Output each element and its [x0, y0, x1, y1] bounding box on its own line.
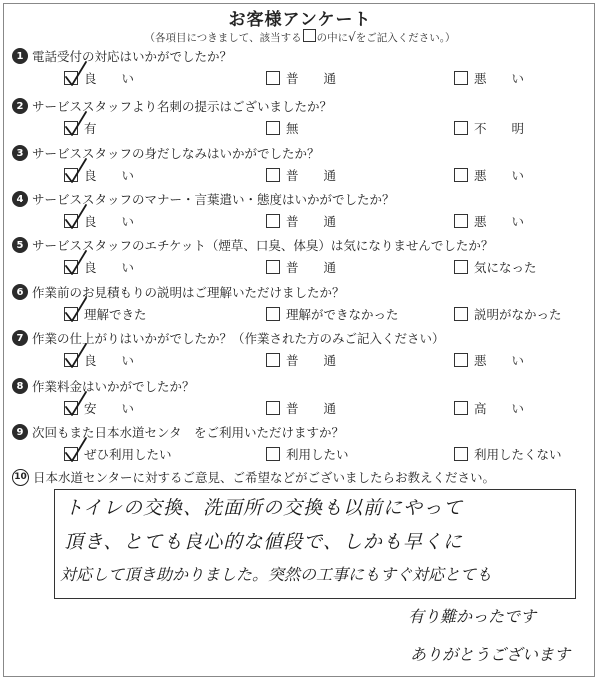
question-5	[12, 236, 592, 286]
question-number: 5	[12, 237, 28, 253]
option-1	[64, 119, 97, 137]
question-text: 作業の仕上がりはいかがでしたか？（作業された方のみご記入ください）	[32, 331, 445, 346]
option-label: 良 い	[84, 353, 135, 368]
checkbox[interactable]	[64, 214, 78, 228]
option-label: 普 通	[286, 353, 337, 368]
option-label: 理解できた	[84, 307, 147, 322]
option-label: 不 明	[474, 121, 525, 136]
checkbox[interactable]	[454, 121, 468, 135]
option-2	[266, 351, 336, 369]
option-label: 利用したい	[286, 447, 349, 462]
option-1	[64, 212, 134, 230]
question-text: サービススタッフのエチケット（煙草、口臭、体臭）は気になりませんでしたか？	[32, 238, 494, 253]
option-3	[454, 166, 524, 184]
checkmark-icon	[64, 204, 90, 230]
comment-line-2: 頂き、とても良心的な値段で、しかも早くに	[64, 531, 463, 553]
checkbox[interactable]	[454, 401, 468, 415]
question-6	[12, 283, 592, 333]
checkmark-icon	[64, 437, 90, 463]
question-6-header	[12, 283, 345, 301]
question-3	[12, 144, 592, 194]
checkbox[interactable]	[266, 214, 280, 228]
instruction-after: の中に	[316, 32, 349, 44]
question-text: 次回もまた日本水道センタ をご利用いただけますか？	[32, 425, 345, 440]
option-label: ぜひ利用したい	[84, 447, 172, 462]
option-1	[64, 399, 134, 417]
option-label: 普 通	[286, 401, 337, 416]
question-number: 7	[12, 330, 28, 346]
question-9	[12, 423, 592, 473]
checkbox[interactable]	[64, 447, 78, 461]
question-number: 8	[12, 378, 28, 394]
option-1	[64, 166, 134, 184]
option-label: 普 通	[286, 260, 337, 275]
checkbox-sample-icon	[303, 29, 316, 42]
option-label: 良 い	[84, 71, 135, 86]
comment-line-5: ありがとうございます	[410, 645, 571, 664]
comment-line-4: 有り難かったです	[408, 607, 537, 626]
option-3	[454, 258, 537, 276]
question-9-header	[12, 423, 344, 441]
question-2	[12, 97, 592, 147]
question-text: 電話受付の対応はいかがでしたか？	[32, 49, 233, 64]
option-label: 理解ができなかった	[286, 307, 399, 322]
checkbox[interactable]	[266, 121, 280, 135]
form-instruction	[0, 29, 600, 45]
option-label: 普 通	[286, 168, 337, 183]
question-10-header	[12, 468, 495, 486]
option-2	[266, 166, 336, 184]
checkbox[interactable]	[454, 214, 468, 228]
checkbox[interactable]	[454, 260, 468, 274]
question-number: 6	[12, 284, 28, 300]
option-label: 有	[84, 121, 97, 136]
checkbox[interactable]	[64, 71, 78, 85]
option-label: 説明がなかった	[474, 307, 562, 322]
checkbox[interactable]	[266, 401, 280, 415]
checkmark-icon	[64, 111, 90, 137]
checkbox[interactable]	[454, 71, 468, 85]
checkbox[interactable]	[454, 307, 468, 321]
question-number: 2	[12, 98, 28, 114]
question-text: サービススタッフの身だしなみはいかがでしたか？	[32, 146, 320, 161]
question-text: サービススタッフのマナー・言葉遣い・態度はいかがでしたか？	[32, 192, 395, 207]
option-label: 普 通	[286, 214, 337, 229]
checkbox[interactable]	[454, 353, 468, 367]
option-label: 悪 い	[474, 214, 525, 229]
option-2	[266, 399, 336, 417]
option-3	[454, 445, 562, 463]
checkbox[interactable]	[64, 307, 78, 321]
option-label: 良 い	[84, 168, 135, 183]
option-1	[64, 305, 147, 323]
question-8-header	[12, 377, 195, 395]
checkbox[interactable]	[454, 168, 468, 182]
option-label: 安 い	[84, 401, 135, 416]
option-3	[454, 212, 524, 230]
comment-line-1: トイレの交換、洗面所の交換も以前にやって	[64, 497, 464, 519]
checkbox[interactable]	[64, 121, 78, 135]
option-label: 普 通	[286, 71, 337, 86]
question-text: 日本水道センターに対するご意見、ご希望などがございましたらお教えください。	[33, 470, 496, 485]
checkmark-icon	[64, 61, 90, 87]
question-2-header	[12, 97, 332, 115]
question-number: 10	[12, 469, 29, 486]
checkbox[interactable]	[64, 168, 78, 182]
checkmark-icon	[64, 250, 90, 276]
option-3	[454, 305, 562, 323]
option-label: 気になった	[474, 260, 537, 275]
checkbox[interactable]	[266, 307, 280, 321]
checkbox[interactable]	[266, 260, 280, 274]
question-number: 3	[12, 145, 28, 161]
option-1	[64, 351, 134, 369]
question-1	[12, 47, 592, 97]
option-label: 利用したくない	[474, 447, 562, 462]
option-label: 良 い	[84, 214, 135, 229]
question-number: 9	[12, 424, 28, 440]
option-2	[266, 445, 349, 463]
comment-line-3: 対応して頂き助かりました。突然の工事にもすぐ対応とても	[60, 565, 493, 584]
option-label: 悪 い	[474, 71, 525, 86]
option-label: 無	[286, 121, 299, 136]
option-2	[266, 69, 336, 87]
question-7	[12, 329, 592, 379]
form-title: お客様アンケート	[228, 10, 372, 30]
option-3	[454, 399, 524, 417]
option-label: 悪 い	[474, 168, 525, 183]
option-2	[266, 258, 336, 276]
instruction-before: （各項目につきまして、該当する	[144, 32, 302, 44]
checkmark-icon	[64, 343, 90, 369]
option-2	[266, 212, 336, 230]
checkbox[interactable]	[266, 71, 280, 85]
checkmark-icon	[64, 158, 90, 184]
checkmark-icon	[64, 391, 90, 417]
question-number: 1	[12, 48, 28, 64]
option-label: 良 い	[84, 260, 135, 275]
checkmark-sample-icon: √	[348, 30, 356, 44]
question-text: 作業料金はいかがでしたか？	[32, 379, 195, 394]
option-1	[64, 69, 134, 87]
checkbox[interactable]	[266, 447, 280, 461]
checkbox[interactable]	[454, 447, 468, 461]
instruction-end: をご記入ください。）	[355, 32, 456, 44]
option-2	[266, 119, 299, 137]
question-1-header	[12, 47, 232, 65]
question-4	[12, 190, 592, 240]
checkbox[interactable]	[64, 401, 78, 415]
question-text: サービススタッフより名刺の提示はございましたか？	[32, 99, 333, 114]
question-3-header	[12, 144, 320, 162]
option-2	[266, 305, 399, 323]
question-text: 作業前のお見積もりの説明はご理解いただけましたか？	[32, 285, 345, 300]
option-3	[454, 69, 524, 87]
option-1	[64, 445, 172, 463]
option-3	[454, 351, 524, 369]
checkmark-icon	[64, 297, 90, 323]
checkbox[interactable]	[64, 353, 78, 367]
question-number: 4	[12, 191, 28, 207]
checkbox[interactable]	[64, 260, 78, 274]
option-3	[454, 119, 524, 137]
checkbox[interactable]	[266, 168, 280, 182]
checkbox[interactable]	[266, 353, 280, 367]
question-8	[12, 377, 592, 427]
option-label: 高 い	[474, 401, 525, 416]
option-label: 悪 い	[474, 353, 525, 368]
option-1	[64, 258, 134, 276]
